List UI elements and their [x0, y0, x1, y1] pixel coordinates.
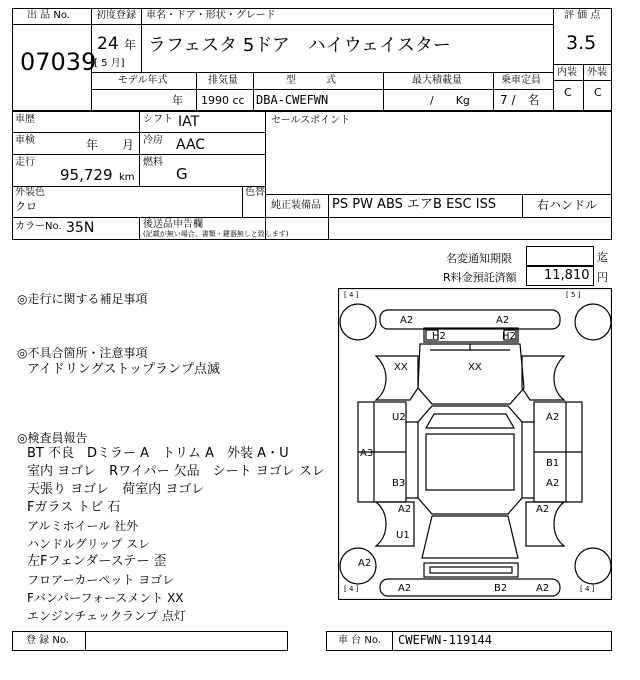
- model-year-label: モデル年式: [118, 75, 168, 86]
- chassis-label: 車 台 No.: [338, 635, 381, 646]
- exterior-grade: C: [594, 86, 602, 99]
- aftermarket-label: 後送品申告欄: [143, 219, 203, 230]
- inspection-label: 車検: [15, 135, 35, 146]
- mark-a2: A2: [546, 412, 560, 423]
- mark-a3: A3: [360, 448, 374, 459]
- defect-line: アイドリングストップランプ点滅: [27, 362, 221, 377]
- corner-label-bottom-right: [ 4 ]: [580, 585, 595, 593]
- displacement-label: 排気量: [208, 75, 238, 86]
- mark-u2: U2: [392, 412, 406, 423]
- inspector-line: アルミホイール 社外: [27, 519, 139, 533]
- reg-month: [ 5 月]: [94, 58, 125, 69]
- color-value: クロ: [15, 200, 37, 213]
- color-change-label: 色替: [245, 187, 265, 198]
- mark-a2: A2: [496, 315, 510, 326]
- corner-label-top-left: [ 4 ]: [344, 291, 359, 299]
- shift-label: シフト: [143, 114, 173, 125]
- lot-label: 出 品 No.: [27, 10, 70, 21]
- model-year-unit: 年: [172, 94, 183, 107]
- fuel-value: G: [176, 165, 188, 183]
- mark-h2: H2: [432, 331, 446, 342]
- equipment-value: PS PW ABS エアB ESC ISS: [332, 197, 497, 212]
- mark-u1: U1: [396, 530, 410, 541]
- inspector-line: ハンドルグリップ スレ: [27, 537, 151, 551]
- mark-xx: XX: [394, 362, 408, 373]
- score-label: 評 価 点: [564, 10, 601, 21]
- reg-year-unit: 年: [124, 38, 137, 52]
- capacity-value: 7 / 名: [500, 93, 540, 107]
- inspector-line: Fバンパーフォースメント XX: [27, 591, 184, 605]
- mark-a2: A2: [358, 558, 372, 569]
- car-name: ラフェスタ 5ドア ハイウェイスター: [148, 35, 451, 56]
- type-label: 型 式: [286, 75, 336, 86]
- ac-label: 冷房: [143, 135, 163, 146]
- inspector-title: ◎検査員報告: [17, 431, 88, 445]
- car-name-label: 車名・ドア・形状・グレード: [146, 10, 276, 21]
- displacement-value: 1990 cc: [201, 94, 245, 107]
- inspector-line: 天張り ヨゴレ 荷室内 ヨゴレ: [27, 482, 205, 497]
- mileage-label: 走行: [15, 157, 35, 168]
- mark-a2: A2: [546, 478, 560, 489]
- mark-xx: XX: [468, 362, 482, 373]
- inspector-line: BT 不良 Dミラー A トリム A 外装 A・U: [27, 446, 289, 461]
- score-value: 3.5: [566, 32, 597, 54]
- inspector-line: 室内 ヨゴレ Rワイパー 欠品 シート ヨゴレ スレ: [27, 464, 325, 479]
- interior-grade: C: [564, 86, 572, 99]
- recycle-unit: 円: [597, 271, 608, 284]
- history-label: 車歴: [15, 114, 35, 125]
- inspector-line: フロアーカーペット ヨゴレ: [27, 573, 175, 587]
- load-value: / Kg: [430, 94, 470, 107]
- handle-value: 右ハンドル: [537, 198, 598, 212]
- deadline-box: [526, 246, 594, 266]
- reg-year: 24: [97, 34, 119, 54]
- inspection-value: 年 月: [86, 138, 135, 152]
- exterior-label: 外装: [587, 67, 607, 78]
- inspector-line: エンジンチェックランプ 点灯: [27, 609, 186, 623]
- recycle-value: 11,810: [544, 268, 590, 283]
- color-no-label: カラーNo.: [15, 221, 62, 232]
- mark-a2: A2: [536, 583, 550, 594]
- equipment-label: 純正装備品: [271, 200, 321, 211]
- driving-notes-title: ◎走行に関する補足事項: [17, 292, 148, 306]
- aftermarket-note: (記載が無い場合、書類・鍵器無しと致します): [143, 230, 289, 238]
- mark-b3: B3: [392, 478, 406, 489]
- reg-label: 初度登録: [96, 10, 136, 21]
- fuel-label: 燃料: [143, 157, 163, 168]
- chassis-value: CWEFWN-119144: [398, 633, 492, 647]
- recycle-label: R料金預託済額: [443, 271, 517, 284]
- deadline-label: 名変通知期限: [446, 252, 512, 265]
- corner-label-bottom-left: [ 4 ]: [344, 585, 359, 593]
- corner-label-top-right: [ 5 ]: [566, 291, 581, 299]
- load-label: 最大積載量: [412, 75, 462, 86]
- type-value: DBA-CWEFWN: [256, 93, 329, 107]
- car-damage-diagram: [338, 288, 612, 600]
- mileage-value: 95,729: [60, 166, 113, 184]
- lot-number: 07039: [20, 48, 97, 76]
- mark-a2: A2: [398, 504, 412, 515]
- mark-b2: B2: [494, 583, 508, 594]
- reg-no-label: 登 録 No.: [26, 635, 69, 646]
- mark-a2: A2: [400, 315, 414, 326]
- color-label: 外装色: [15, 187, 45, 198]
- mark-b1: B1: [546, 458, 560, 469]
- mileage-unit: km: [119, 172, 135, 183]
- inspector-line: 左Fフェンダーステー 歪: [27, 554, 167, 569]
- color-no-value: 35N: [66, 220, 95, 236]
- sales-point-label: セールスポイント: [271, 115, 351, 126]
- defect-notes-title: ◎不具合箇所・注意事項: [17, 346, 148, 360]
- shift-value: IAT: [178, 114, 200, 130]
- inspector-line: Fガラス トビ 石: [27, 500, 121, 515]
- deadline-unit: 迄: [597, 251, 608, 264]
- mark-h2: H2: [502, 331, 516, 342]
- ac-value: AAC: [176, 137, 206, 153]
- mark-a2: A2: [398, 583, 412, 594]
- interior-label: 内装: [557, 67, 577, 78]
- mark-a2: A2: [536, 504, 550, 515]
- capacity-label: 乗車定員: [501, 75, 541, 86]
